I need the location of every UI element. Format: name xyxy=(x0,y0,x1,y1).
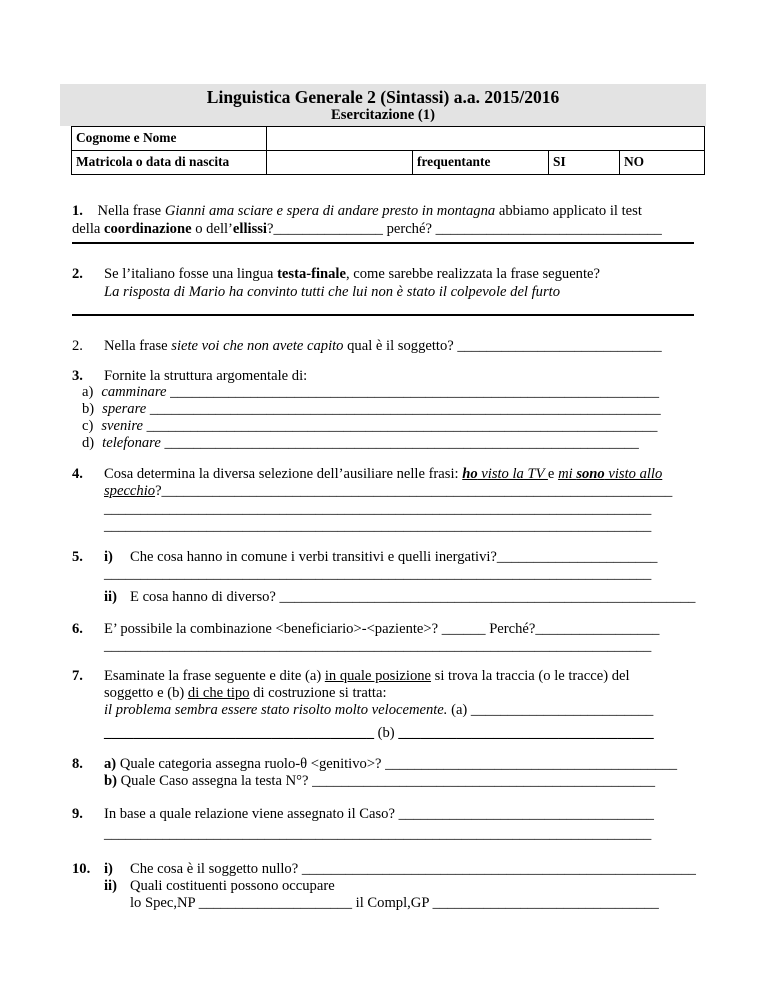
q3-blank-a[interactable]: ___________________________________________________________________ xyxy=(166,384,660,400)
q4-specchio: specchio xyxy=(104,483,156,499)
q8-number: 8. xyxy=(72,756,83,772)
q2a-text-1: Se l’italiano fosse una lingua xyxy=(104,266,278,282)
q3-letter-d: d) xyxy=(82,435,95,451)
q7-text-3: soggetto e (b) xyxy=(104,685,188,701)
q6-text[interactable]: E’ possibile la combinazione <beneficiario>-<paziente>? ______ Perché?_________________ xyxy=(104,621,660,637)
no-option[interactable]: NO xyxy=(620,151,705,175)
id-label: Matricola o data di nascita xyxy=(72,151,267,175)
q8-a-label: a) xyxy=(104,756,117,772)
id-field[interactable] xyxy=(267,151,413,175)
q3-item-a xyxy=(82,383,659,401)
q3-item-b xyxy=(82,400,661,418)
q2b-number: 2. xyxy=(72,338,83,354)
q3-item-d xyxy=(82,434,639,452)
q6-number: 6. xyxy=(72,621,83,637)
q8-b xyxy=(104,772,655,790)
q9-text[interactable]: In base a quale relazione viene assegnato il Caso? ___________________________________ xyxy=(104,806,654,822)
q8-a xyxy=(104,755,677,773)
q4-mi: mi xyxy=(558,466,577,482)
attending-label: frequentante xyxy=(413,151,549,175)
q4-answer-blank-2[interactable]: ___________________________________________________________________________ xyxy=(104,501,652,517)
q7-line2 xyxy=(104,684,387,702)
q5-ii-text[interactable]: E cosa hanno di diverso? _________________________________________________________ xyxy=(130,589,696,605)
q5-i-blank[interactable]: ___________________________________________________________________________ xyxy=(104,566,652,582)
q7-in-quale-posizione: in quale posizione xyxy=(324,668,432,684)
q3-text: Fornite la struttura argomentale di: xyxy=(104,368,308,384)
q2b-sentence: siete voi che non avete capito xyxy=(171,338,344,354)
q4-number: 4. xyxy=(72,466,83,482)
q7-di-che-tipo: di che tipo xyxy=(187,685,250,701)
q7-line3 xyxy=(104,701,653,719)
q7-line4 xyxy=(104,724,654,742)
q9-number: 9. xyxy=(72,806,83,822)
q3-item-c xyxy=(82,417,657,435)
yes-option[interactable]: SI xyxy=(549,151,620,175)
q3-word-d: telefonare xyxy=(102,435,161,451)
q4-visto-allo: visto allo xyxy=(604,466,663,482)
q1-line2 xyxy=(72,220,662,238)
q5-number: 5. xyxy=(72,549,83,565)
q7-blank-a[interactable]: (a) _________________________ xyxy=(447,702,654,718)
student-info-table xyxy=(71,126,705,175)
q2b-answer-blank[interactable]: qual è il soggetto? ____________________________ xyxy=(343,338,662,354)
q10-number: 10. xyxy=(72,861,91,877)
q1-line1 xyxy=(72,202,642,220)
q10-i-text[interactable]: Che cosa è il soggetto nullo? ______________________________________________________ xyxy=(130,861,696,877)
q7-line1 xyxy=(104,667,630,685)
q3-letter-c: c) xyxy=(82,418,94,434)
q2a-text-2: , come sarebbe realizzata la frase seguente? xyxy=(345,266,600,282)
q9-blank[interactable]: ___________________________________________________________________________ xyxy=(104,826,652,842)
q1-ellissi: ellissi xyxy=(232,221,267,237)
q10-ii-text: Quali costituenti possono occupare xyxy=(130,878,335,894)
q4-text: Cosa determina la diversa selezione dell’ausiliare nelle frasi: xyxy=(104,466,463,482)
q4-answer-blank-3[interactable]: ___________________________________________________________________________ xyxy=(104,518,652,534)
q3-blank-c[interactable]: ______________________________________________________________________ xyxy=(142,418,658,434)
q2a-number: 2. xyxy=(72,266,83,282)
q3-word-c: svenire xyxy=(101,418,143,434)
q5-i-label: i) xyxy=(104,549,113,565)
q4-visto-la-tv: visto la TV xyxy=(477,466,548,482)
q3-letter-a: a) xyxy=(82,384,94,400)
q1-number: 1. xyxy=(72,203,83,219)
id-row xyxy=(72,151,705,175)
page-title: Linguistica Generale 2 (Sintassi) a.a. 2015/2016 xyxy=(206,87,560,107)
page-subtitle: Esercitazione (1) xyxy=(331,107,435,123)
q4-answer-blank-1[interactable]: ?______________________________________________________________________ xyxy=(155,483,673,499)
q10-ii-blanks[interactable]: lo Spec,NP _____________________ il Compl,GP _______________________________ xyxy=(130,895,659,911)
name-row xyxy=(72,127,705,151)
q2a-answer-rule[interactable] xyxy=(72,314,694,316)
q8-b-label: b) xyxy=(104,773,117,789)
q7-text-4: di costruzione si tratta: xyxy=(249,685,387,701)
q6-blank[interactable]: ___________________________________________________________________________ xyxy=(104,638,652,654)
q7-text-2: si trova la traccia (o le tracce) del xyxy=(431,668,630,684)
q1-text-2: della xyxy=(72,221,105,237)
q1-text-3: o dell’ xyxy=(191,221,233,237)
q4-ho: ho xyxy=(462,466,478,482)
q2a-line1 xyxy=(72,265,83,283)
q1-sentence: Gianni ama sciare e spera di andare presto in montagna xyxy=(164,203,496,219)
name-field[interactable] xyxy=(267,127,705,151)
q2b-text xyxy=(104,337,662,355)
q2b-text-1: Nella frase xyxy=(104,338,172,354)
q4-e: e xyxy=(547,466,559,482)
q3-blank-d[interactable]: _________________________________________________________________ xyxy=(160,435,639,451)
q7-text-1: Esaminate la frase seguente e dite (a) xyxy=(104,668,325,684)
q3-number: 3. xyxy=(72,368,83,384)
q5-i-text[interactable]: Che cosa hanno in comune i verbi transitivi e quelli inergativi?______________________ xyxy=(130,549,658,565)
q1-answer-blanks[interactable]: ?_______________ perché? _______________________________ xyxy=(266,221,662,237)
q4-sono: sono xyxy=(576,466,605,482)
q7-blank-b[interactable]: ___________________________________ xyxy=(398,725,654,741)
q2a-sentence: La risposta di Mario ha convinto tutti che lui non è stato il colpevole del furto xyxy=(104,284,561,300)
q2a-testa-finale: testa-finale xyxy=(277,266,346,282)
q1-text-cont: abbiamo applicato il test xyxy=(495,203,642,219)
q4-line2 xyxy=(104,482,672,500)
q1-answer-rule[interactable] xyxy=(72,242,694,244)
q1-coordinazione: coordinazione xyxy=(104,221,192,237)
q3-word-a: camminare xyxy=(101,384,167,400)
q7-sentence: il problema sembra essere stato risolto molto velocemente. xyxy=(104,702,448,718)
q7-blank-a-cont[interactable]: _____________________________________ xyxy=(104,725,374,741)
q7-number: 7. xyxy=(72,668,83,684)
q4-line1 xyxy=(104,465,662,483)
q10-i-label: i) xyxy=(104,861,113,877)
q1-text: Nella frase xyxy=(97,203,165,219)
q5-ii-label: ii) xyxy=(104,589,117,605)
q10-ii-label: ii) xyxy=(104,878,117,894)
q3-blank-b[interactable]: ______________________________________________________________________ xyxy=(146,401,661,417)
q8-a-text[interactable]: Quale categoria assegna ruolo-θ <genitivo>? ________________________________________ xyxy=(116,756,678,772)
q7-b-label: (b) xyxy=(373,725,399,741)
q2a-text xyxy=(104,265,600,283)
q8-b-text[interactable]: Quale Caso assegna la testa N°? _______________________________________________ xyxy=(116,773,656,789)
q3-letter-b: b) xyxy=(82,401,95,417)
q3-word-b: sperare xyxy=(102,401,147,417)
name-label: Cognome e Nome xyxy=(72,127,267,151)
